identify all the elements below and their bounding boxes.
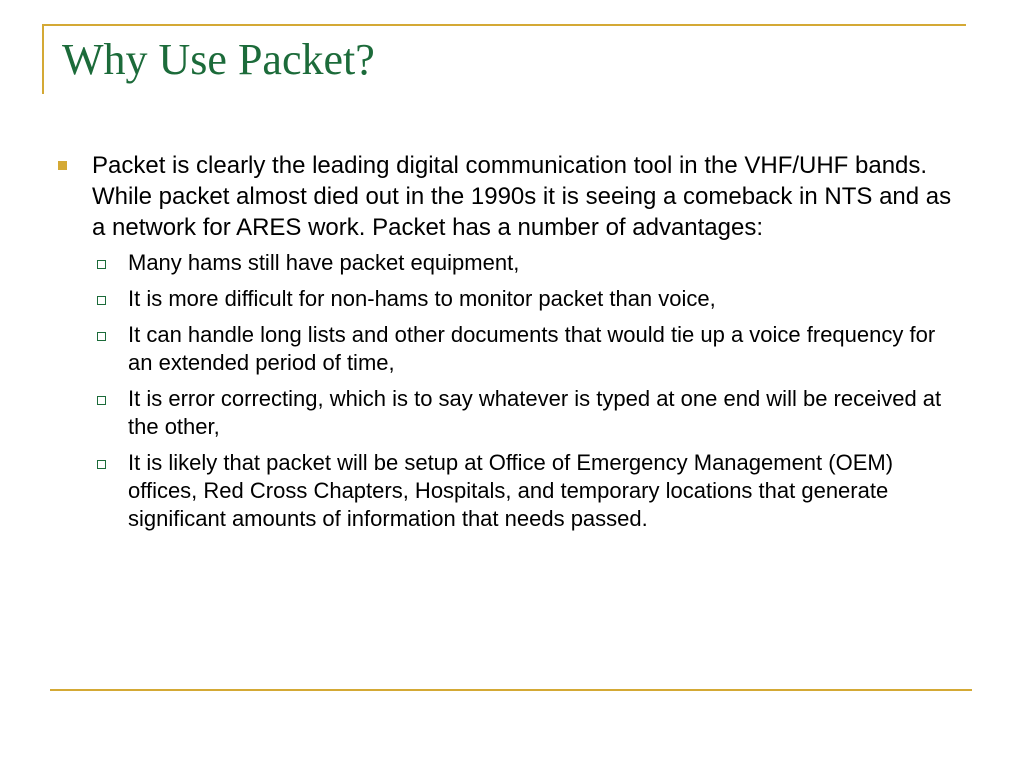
hollow-square-bullet-icon: [97, 332, 106, 341]
square-bullet-icon: [58, 161, 67, 170]
hollow-square-bullet-icon: [97, 296, 106, 305]
title-top-rule: [42, 24, 966, 26]
sub-bullet-item: [90, 385, 958, 441]
main-bullet-text: Packet is clearly the leading digital communication tool in the VHF/UHF bands. While packet almost died out in the 1990s it is seeing a comeback in NTS and as a network for ARES work. Packet has a number of advantages:: [92, 152, 952, 241]
sub-bullet-text: Many hams still have packet equipment,: [128, 250, 520, 275]
main-bullet-item: [58, 150, 958, 243]
sub-bullet-item: [90, 321, 958, 377]
hollow-square-bullet-icon: [97, 260, 106, 269]
sub-bullet-text: It can handle long lists and other documents that would tie up a voice frequency for an extended period of time,: [128, 322, 936, 375]
hollow-square-bullet-icon: [97, 460, 106, 469]
title-left-rule: [42, 24, 44, 94]
slide-content: [58, 150, 958, 541]
sub-bullet-item: [90, 249, 958, 277]
sub-bullet-item: [90, 449, 958, 533]
sub-bullet-text: It is likely that packet will be setup at Office of Emergency Management (OEM) offices, Red Cross Chapters, Hospitals, and temporary locations that generate significant amounts of information that needs passed.: [128, 450, 894, 531]
sub-bullet-text: It is more difficult for non-hams to monitor packet than voice,: [128, 286, 716, 311]
sub-bullet-list: [58, 249, 958, 533]
sub-bullet-item: [90, 285, 958, 313]
footer-rule: [50, 689, 972, 691]
sub-bullet-text: It is error correcting, which is to say whatever is typed at one end will be received at the other,: [128, 386, 942, 439]
hollow-square-bullet-icon: [97, 396, 106, 405]
slide-title: Why Use Packet?: [62, 35, 375, 84]
